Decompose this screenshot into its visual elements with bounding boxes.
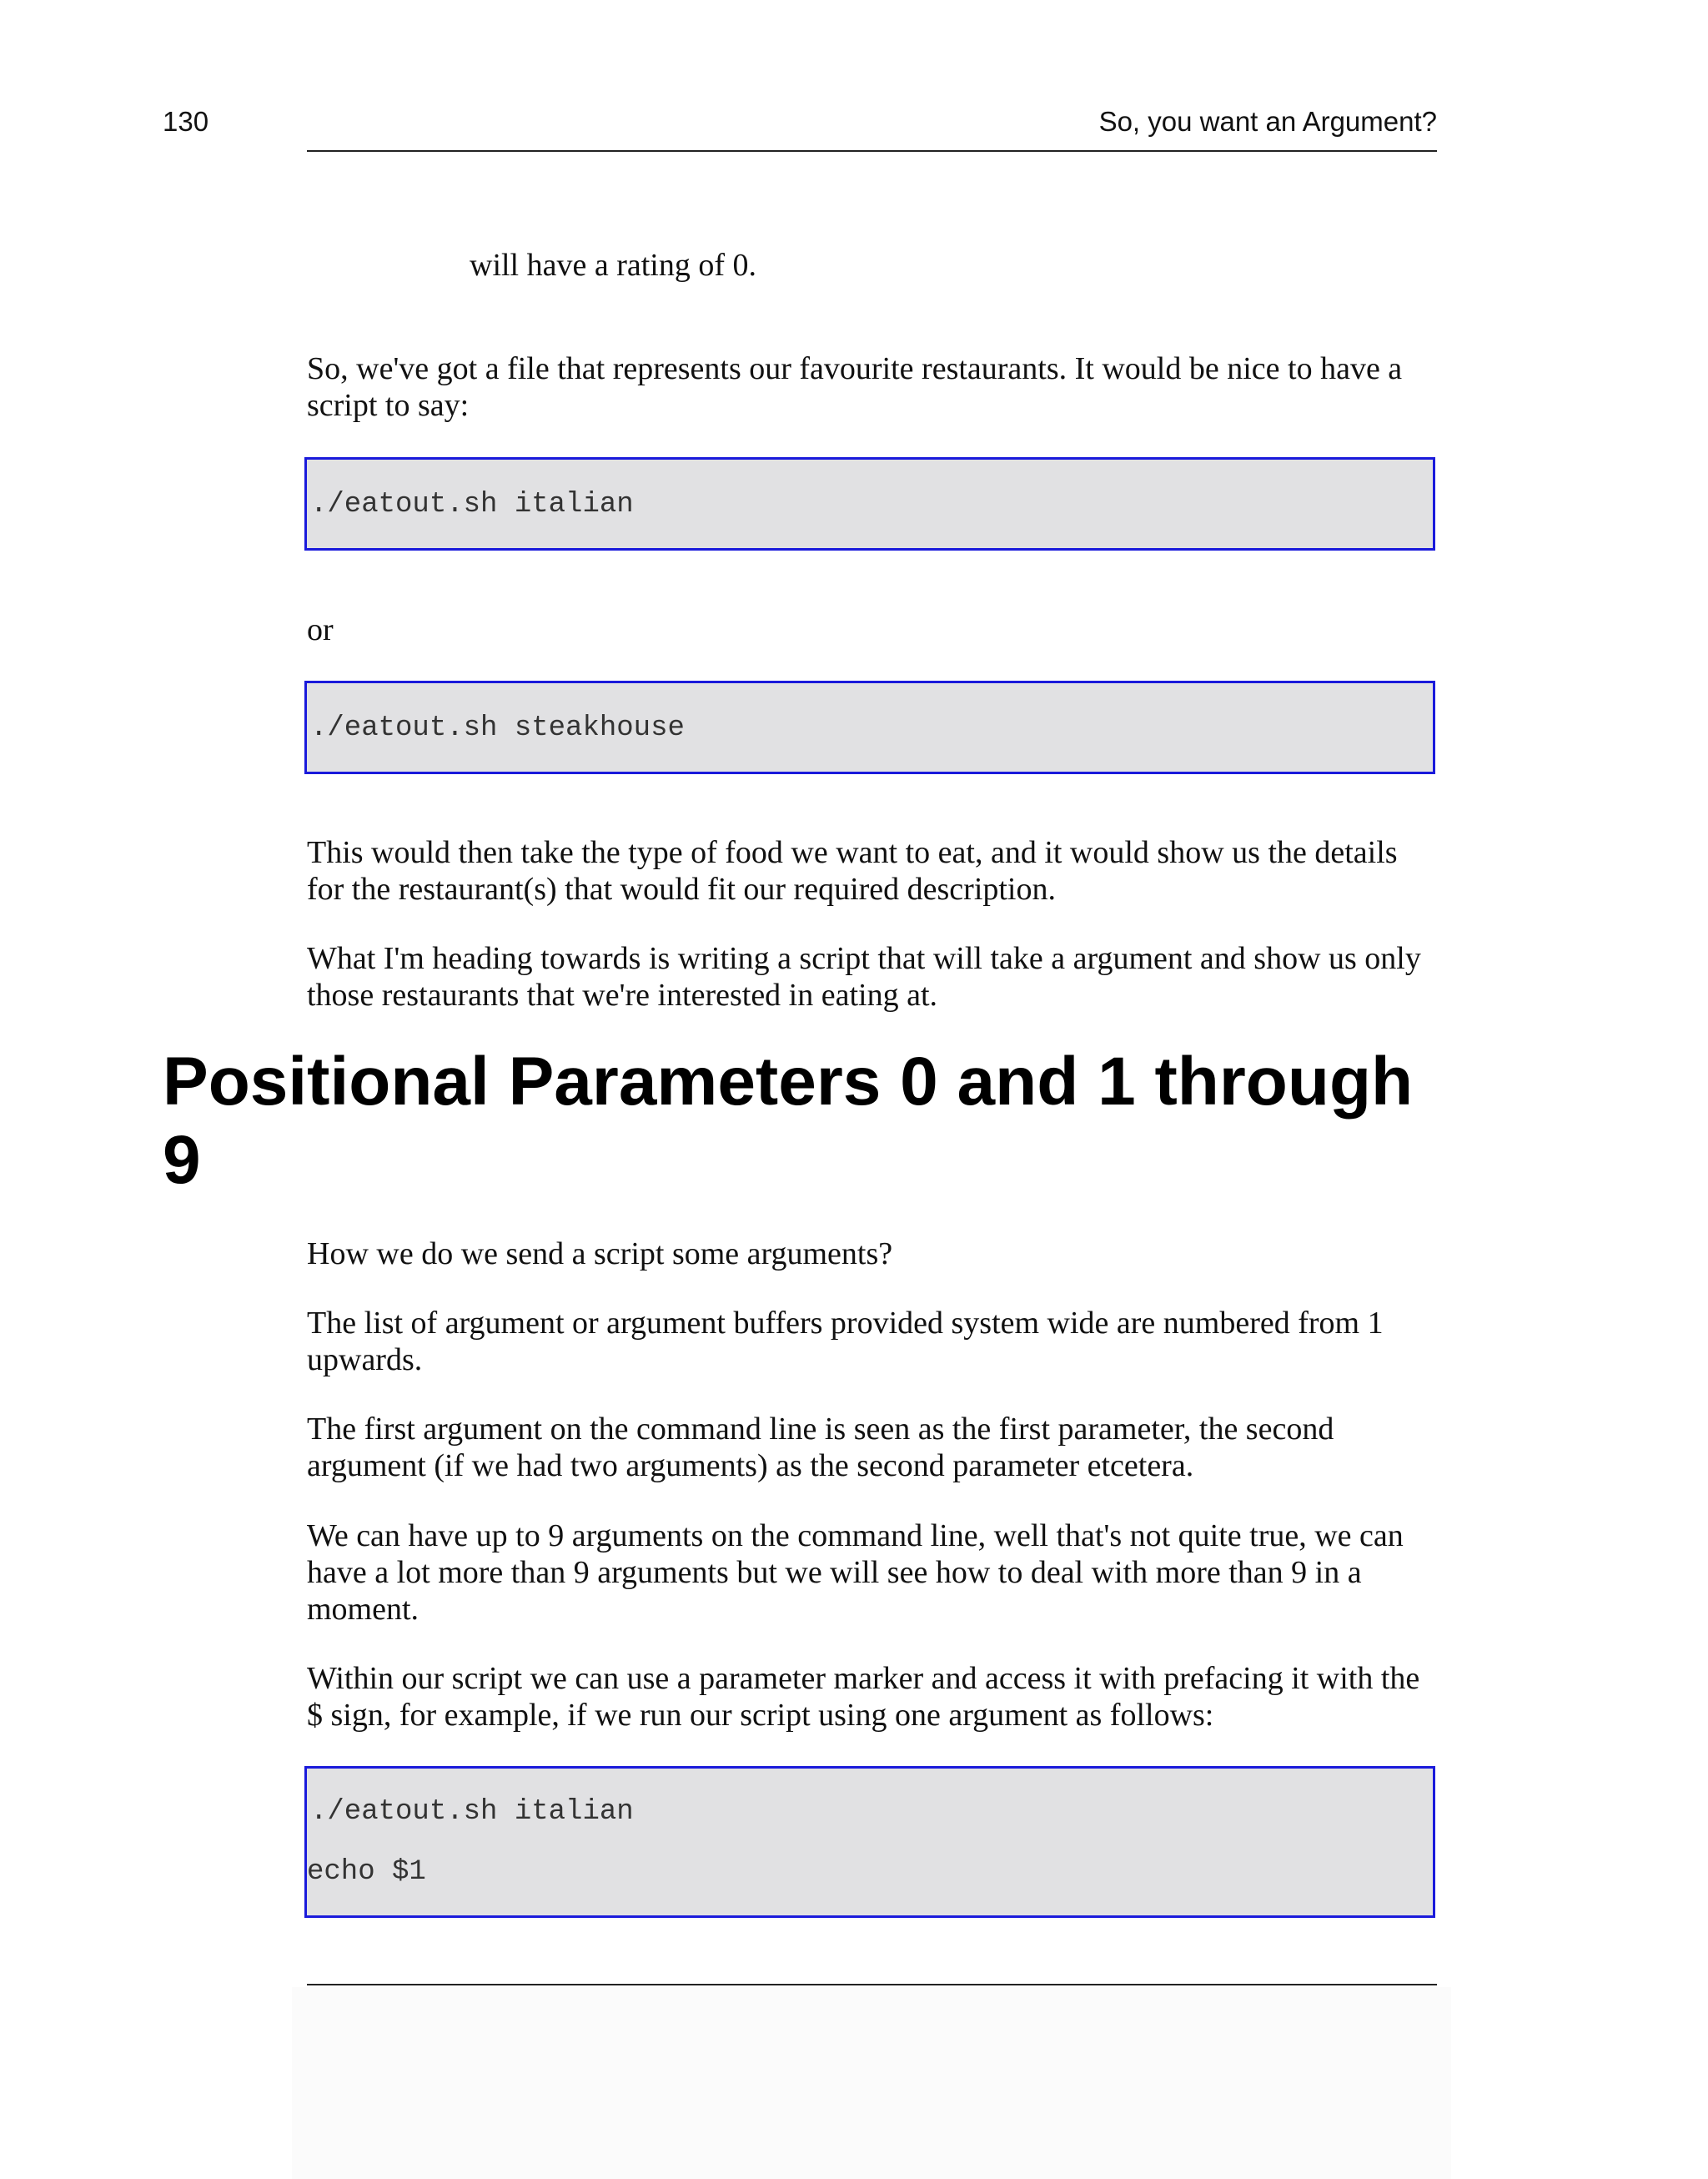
paragraph-take: This would then take the type of food we want to eat, and it would show us the details for the restaurant(s) that would fit our required description. [307, 835, 1398, 907]
paragraph-up-to: We can have up to 9 arguments on the command line, well that's not quite true, we can have a lot more than 9 arguments but we will see how to deal with more than 9 in a moment. [307, 1518, 1404, 1627]
footer-area [292, 1987, 1451, 2179]
header-rule [307, 150, 1437, 152]
code-line: echo $1 [307, 1856, 426, 1888]
paragraph-list: The list of argument or argument buffers provided system wide are numbered from 1 upwards. [307, 1306, 1384, 1377]
code-block-2 [304, 681, 1435, 774]
paragraph-or: or [307, 612, 334, 647]
footer-rule [307, 1984, 1437, 1985]
code-block-3 [304, 1766, 1435, 1918]
paragraph-how: How we do we send a script some arguments? [307, 1236, 893, 1271]
code-line: ./eatout.sh steakhouse [310, 712, 685, 744]
running-title: So, you want an Argument? [1098, 106, 1437, 137]
code-line: ./eatout.sh italian [310, 1796, 634, 1828]
page-number: 130 [163, 106, 209, 137]
paragraph-within: Within our script we can use a parameter marker and access it with prefacing it with the $ sign, for example, if we run our script using one argument as follows: [307, 1661, 1420, 1733]
paragraph-first: The first argument on the command line is seen as the first parameter, the second argument (if we had two arguments) as the second parameter etcetera. [307, 1412, 1334, 1483]
paragraph-heading-towards: What I'm heading towards is writing a script that will take a argument and show us only those restaurants that we're interested in eating at. [307, 941, 1421, 1013]
continuation-text: will have a rating of 0. [470, 248, 757, 283]
code-line: ./eatout.sh italian [310, 489, 634, 521]
paragraph-intro: So, we've got a file that represents our favourite restaurants. It would be nice to have a script to say: [307, 351, 1403, 423]
section-heading: Positional Parameters 0 and 1 through 9 [163, 1044, 1414, 1198]
code-block-1 [304, 457, 1435, 551]
